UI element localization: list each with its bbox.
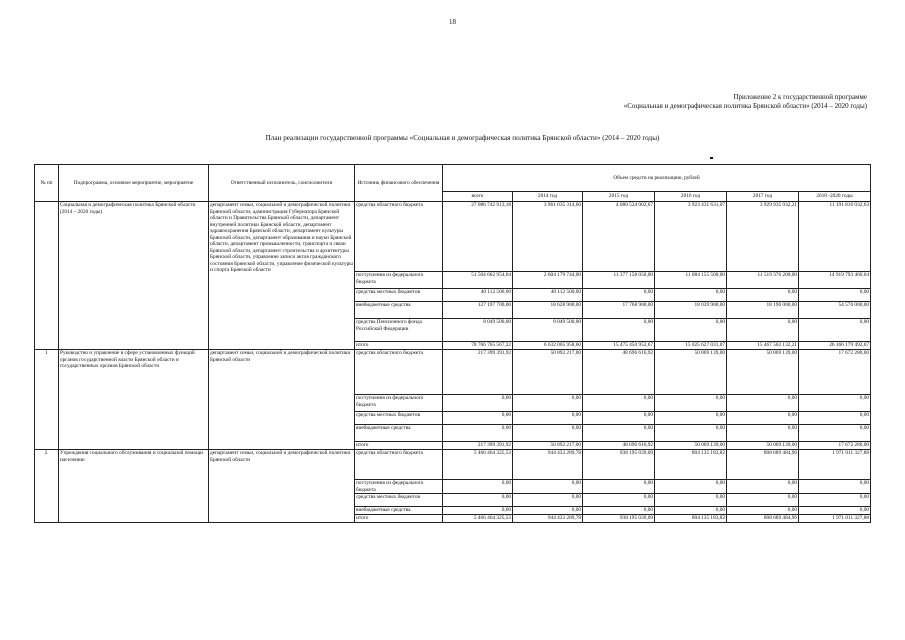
amount-cell: 50 069 139,00 — [655, 350, 727, 395]
header-executor: Ответственный исполнитель, соисполнители — [209, 165, 355, 202]
executor-cell: департамент семьи, социальной и демографической политики Брянской области, администрация Губернатора Брянской области и Правительства Брянской области, департамент внутренней политики Брянской области, департамент здравоохранения Брянской области, департамент культуры Брянской области, департамент образования и науки Брянской области, департамент промышленности, транспорта и связи Брянской области, департамент строительства и архитектуры Брянской области, управление записи актов гражданского состояния Брянской области, управление физической культуры и спорта Брянской области — [209, 202, 355, 350]
amount-cell: 18 628 900,00 — [513, 302, 583, 319]
amount-cell: 50 892 217,00 — [513, 442, 583, 450]
amount-cell: 808 689 484,96 — [727, 515, 799, 523]
amount-cell: 0,00 — [443, 507, 513, 515]
table-row — [35, 450, 871, 480]
amount-cell: 78 766 765 567,22 — [443, 342, 513, 350]
funding-source: средства областного бюджета — [355, 202, 443, 272]
amount-cell: 0,00 — [799, 425, 871, 442]
table-row — [35, 202, 871, 272]
funding-source: внебюджетные средства — [355, 302, 443, 319]
amount-cell: 11 084 155 500,00 — [655, 272, 727, 289]
funding-source: внебюджетные средства — [355, 425, 443, 442]
header-year-2016: 2016 год — [655, 192, 727, 202]
amount-cell: 0,00 — [799, 395, 871, 412]
amount-cell: 5 466 464 325,53 — [443, 450, 513, 480]
amount-cell: 0,00 — [799, 480, 871, 494]
amount-cell: 27 086 742 913,18 — [443, 202, 513, 272]
amount-cell: 0,00 — [655, 507, 727, 515]
funding-source: средства местных бюджетов — [355, 412, 443, 425]
funding-source: средства Пенсионного фонда Российской Федерации — [355, 319, 443, 342]
funding-source: внебюджетные средства — [355, 507, 443, 515]
subprogram-name: Учреждения социального обслуживания и социальной помощи населению — [59, 450, 209, 523]
amount-cell: 15 467 502 132,21 — [727, 342, 799, 350]
amount-cell: 3 961 035 314,60 — [513, 202, 583, 272]
amount-cell: 11 377 158 050,00 — [583, 272, 655, 289]
amount-cell: 1 971 011 327,88 — [799, 450, 871, 480]
header-num: № пп — [35, 165, 59, 202]
amount-cell: 18 039 900,00 — [655, 302, 727, 319]
amount-cell: 0,00 — [727, 289, 799, 302]
amount-cell: 0,00 — [727, 480, 799, 494]
amount-cell: 14 919 793 460,04 — [799, 272, 871, 289]
amount-cell: 8 049 500,00 — [443, 319, 513, 342]
funding-source: итого — [355, 442, 443, 450]
amount-cell: 40 112 500,00 — [513, 289, 583, 302]
amount-cell: 0,00 — [655, 289, 727, 302]
amount-cell: 0,00 — [583, 480, 655, 494]
amount-cell: 50 892 217,00 — [513, 350, 583, 395]
table-row — [35, 350, 871, 395]
amount-cell: 0,00 — [727, 425, 799, 442]
amount-cell: 0,00 — [655, 395, 727, 412]
header-source: Источник финансового обеспечения — [355, 165, 443, 202]
amount-cell: 0,00 — [443, 412, 513, 425]
amount-cell: 15 025 627 031,07 — [655, 342, 727, 350]
amount-cell: 18 190 000,00 — [727, 302, 799, 319]
funding-source: поступления из федерального бюджета — [355, 272, 443, 289]
amount-cell: 0,00 — [443, 425, 513, 442]
amount-cell: 0,00 — [655, 412, 727, 425]
amount-cell: 0,00 — [583, 289, 655, 302]
appendix-line-1: Приложение 2 к государственной программе — [733, 93, 867, 101]
funding-source: средства местных бюджетов — [355, 289, 443, 302]
amount-cell: 0,00 — [513, 425, 583, 442]
header-year-2017: 2017 год — [727, 192, 799, 202]
funding-source: средства областного бюджета — [355, 450, 443, 480]
amount-cell: 1 971 011 327,88 — [799, 515, 871, 523]
row-number — [35, 202, 59, 350]
header-year-2014: 2014 год — [513, 192, 583, 202]
amount-cell: 804 135 183,82 — [655, 450, 727, 480]
amount-cell: 50 069 139,00 — [727, 350, 799, 395]
header-amount: Объем средств на реализацию, рублей — [443, 165, 871, 192]
amount-cell: 17 768 900,00 — [583, 302, 655, 319]
amount-cell: 217 399 391,92 — [443, 442, 513, 450]
plan-table — [34, 164, 871, 523]
amount-cell: 11 191 816 032,63 — [799, 202, 871, 272]
funding-source: средства областного бюджета — [355, 350, 443, 395]
amount-cell: 0,00 — [513, 507, 583, 515]
amount-cell: 217 399 391,92 — [443, 350, 513, 395]
amount-cell: 17 672 280,00 — [799, 350, 871, 395]
appendix-line-2: «Социальная и демографическая политика Брянской области» (2014 – 2020 годы) — [623, 102, 867, 110]
subprogram-name: Социальная и демографическая политика Брянской области (2014 – 2020 годы) — [59, 202, 209, 350]
amount-cell: 40 112 500,00 — [443, 289, 513, 302]
scan-mark — [710, 157, 713, 159]
amount-cell: 0,00 — [583, 412, 655, 425]
funding-source: поступления из федерального бюджета — [355, 395, 443, 412]
amount-cell: 0,00 — [583, 395, 655, 412]
amount-cell: 3 923 431 631,07 — [655, 202, 727, 272]
amount-cell: 0,00 — [727, 412, 799, 425]
amount-cell: 51 504 662 954,04 — [443, 272, 513, 289]
amount-cell: 0,00 — [513, 480, 583, 494]
funding-source: поступления из федерального бюджета — [355, 480, 443, 494]
amount-cell: 0,00 — [583, 507, 655, 515]
subprogram-name: Руководство и управление в сфере установленных функций органов государственной власти Брянской области и государственных органов Брянской области — [59, 350, 209, 450]
amount-cell: 0,00 — [513, 395, 583, 412]
amount-cell: 0,00 — [799, 507, 871, 515]
header-year-2015: 2015 год — [583, 192, 655, 202]
amount-cell: 3 929 935 932,21 — [727, 202, 799, 272]
amount-cell: 804 135 183,82 — [655, 515, 727, 523]
amount-cell: 938 195 039,09 — [583, 515, 655, 523]
amount-cell: 0,00 — [655, 319, 727, 342]
amount-cell: 0,00 — [799, 289, 871, 302]
amount-cell: 17 672 280,00 — [799, 442, 871, 450]
amount-cell: 0,00 — [513, 412, 583, 425]
row-number: 2. — [35, 450, 59, 523]
amount-cell: 6 632 005 958,60 — [513, 342, 583, 350]
header-year-total: всего — [443, 192, 513, 202]
page-number: 18 — [449, 18, 456, 26]
amount-cell: 0,00 — [583, 494, 655, 507]
amount-cell: 0,00 — [655, 480, 727, 494]
amount-cell: 8 049 500,00 — [513, 319, 583, 342]
amount-cell: 0,00 — [799, 412, 871, 425]
funding-source: итого — [355, 342, 443, 350]
amount-cell: 0,00 — [513, 494, 583, 507]
amount-cell: 0,00 — [727, 319, 799, 342]
amount-cell: 0,00 — [727, 395, 799, 412]
plan-title: План реализации государственной программы «Социальная и демографическая политика Брянской области» (2014 – 2020 годы) — [265, 134, 660, 142]
amount-cell: 0,00 — [727, 507, 799, 515]
amount-cell: 0,00 — [443, 395, 513, 412]
amount-cell: 944 433 289,78 — [513, 450, 583, 480]
amount-cell: 50 069 139,00 — [727, 442, 799, 450]
row-number: 1 — [35, 350, 59, 450]
executor-cell: департамент семьи, социальной и демографической политики Брянской области — [209, 350, 355, 450]
amount-cell: 0,00 — [583, 319, 655, 342]
amount-cell: 0,00 — [799, 319, 871, 342]
amount-cell: 938 195 039,09 — [583, 450, 655, 480]
amount-cell: 11 519 376 200,00 — [727, 272, 799, 289]
amount-cell: 50 069 139,00 — [655, 442, 727, 450]
amount-cell: 0,00 — [799, 494, 871, 507]
amount-cell: 48 696 616,92 — [583, 442, 655, 450]
amount-cell: 5 466 464 325,53 — [443, 515, 513, 523]
amount-cell: 0,00 — [727, 494, 799, 507]
header-row — [35, 165, 871, 192]
funding-source: средства местных бюджетов — [355, 494, 443, 507]
amount-cell: 127 197 700,00 — [443, 302, 513, 319]
amount-cell: 0,00 — [443, 494, 513, 507]
executor-cell: департамент семьи, социальной и демографической политики Брянской области — [209, 450, 355, 523]
amount-cell: 26 166 179 492,67 — [799, 342, 871, 350]
amount-cell: 808 689 484,96 — [727, 450, 799, 480]
amount-cell: 48 696 616,92 — [583, 350, 655, 395]
header-year-2018-2020: 2018 -2020 годы — [799, 192, 871, 202]
amount-cell: 0,00 — [443, 480, 513, 494]
amount-cell: 4 080 524 002,67 — [583, 202, 655, 272]
header-subprogram: Подпрограмма, основное мероприятие, мероприятие — [59, 165, 209, 202]
plan-table-body — [35, 202, 871, 523]
amount-cell: 54 570 000,00 — [799, 302, 871, 319]
amount-cell: 0,00 — [655, 494, 727, 507]
amount-cell: 2 604 179 744,00 — [513, 272, 583, 289]
amount-cell: 0,00 — [583, 425, 655, 442]
appendix-note — [624, 93, 867, 111]
funding-source: итого — [355, 515, 443, 523]
amount-cell: 944 433 289,78 — [513, 515, 583, 523]
amount-cell: 15 475 450 952,67 — [583, 342, 655, 350]
amount-cell: 0,00 — [655, 425, 727, 442]
